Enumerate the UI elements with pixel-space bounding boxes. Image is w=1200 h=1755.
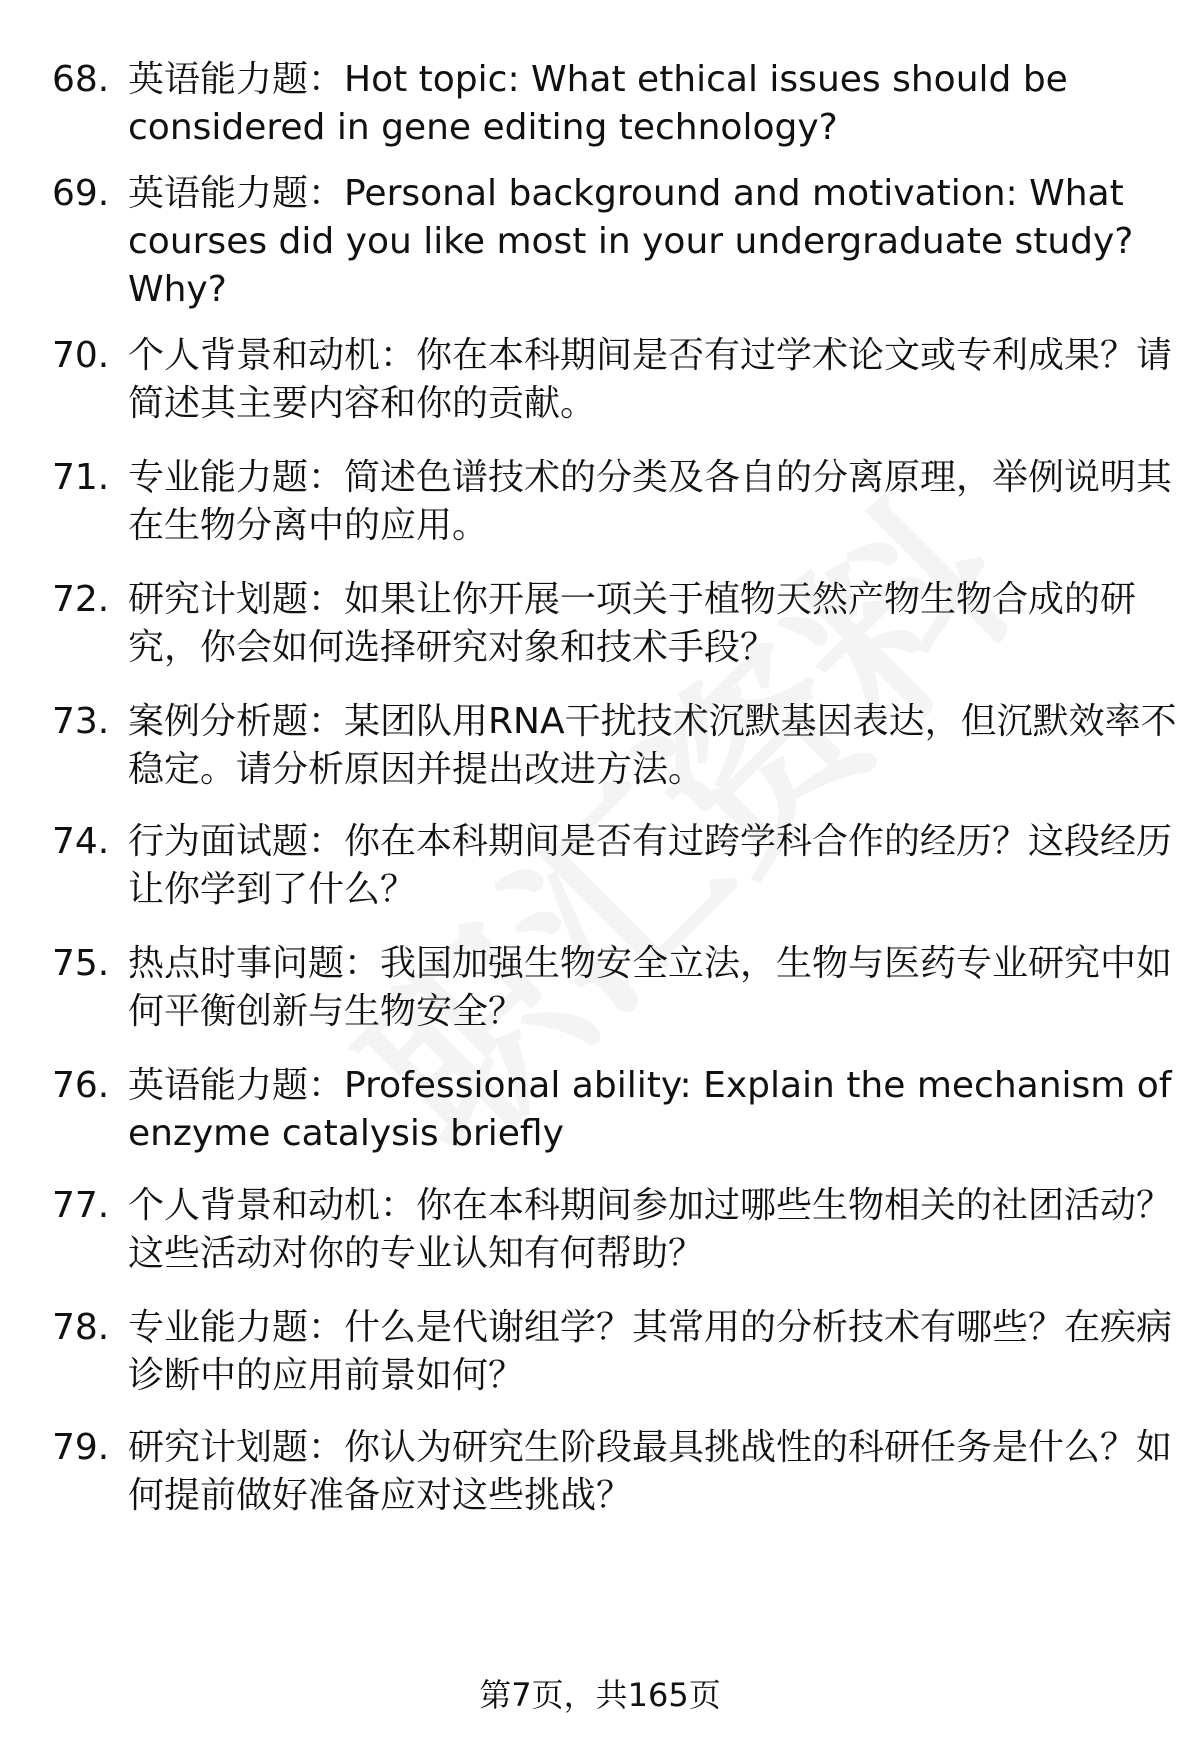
question-number: 78. [52, 1307, 110, 1348]
question-68 [52, 56, 1152, 152]
question-73 [52, 698, 1177, 794]
question-number: 69. [52, 173, 110, 214]
question-71 [52, 454, 1173, 550]
question-74 [52, 818, 1173, 914]
question-text: 个人背景和动机：你在本科期间参加过哪些生物相关的社团活动？这些活动对你的专业认知有何帮助？ [128, 1185, 1173, 1274]
question-text: 专业能力题：什么是代谢组学？其常用的分析技术有哪些？在疾病诊断中的应用前景如何？ [128, 1307, 1173, 1396]
question-number: 73. [52, 701, 110, 742]
question-number: 76. [52, 1065, 110, 1106]
question-text: 热点时事问题：我国加强生物安全立法，生物与医药专业研究中如何平衡创新与生物安全？ [128, 943, 1173, 1032]
question-text: 英语能力题：Hot topic: What ethical issues should be considered in gene editing technology? [128, 59, 1068, 148]
question-text: 行为面试题：你在本科期间是否有过跨学科合作的经历？这段经历让你学到了什么？ [128, 821, 1173, 910]
question-72 [52, 576, 1152, 672]
question-76 [52, 1062, 1172, 1158]
question-69 [52, 170, 1152, 314]
question-text: 专业能力题：简述色谱技术的分类及各自的分离原理，举例说明其在生物分离中的应用。 [128, 457, 1173, 546]
question-number: 72. [52, 579, 110, 620]
question-number: 70. [52, 335, 110, 376]
question-number: 75. [52, 943, 110, 984]
question-number: 71. [52, 457, 110, 498]
question-78 [52, 1304, 1173, 1400]
question-text: 研究计划题：如果让你开展一项关于植物天然产物生物合成的研究，你会如何选择研究对象和技术手段？ [128, 579, 1137, 668]
question-text: 案例分析题：某团队用RNA干扰技术沉默基因表达，但沉默效率不稳定。请分析原因并提出改进方法。 [128, 701, 1177, 790]
question-text: 英语能力题：Professional ability: Explain the mechanism of enzyme catalysis briefly [128, 1065, 1172, 1154]
question-text: 个人背景和动机：你在本科期间是否有过学术论文或专利成果？请简述其主要内容和你的贡献。 [128, 335, 1173, 424]
page-footer: 第7页，共165页 [479, 1676, 721, 1714]
question-70 [52, 332, 1173, 428]
question-number: 77. [52, 1185, 110, 1226]
question-75 [52, 940, 1173, 1036]
question-text: 研究计划题：你认为研究生阶段最具挑战性的科研任务是什么？如何提前做好准备应对这些挑战？ [128, 1427, 1173, 1516]
question-79 [52, 1424, 1173, 1520]
question-text: 英语能力题：Personal background and motivation: What courses did you like most in your undergraduate study? Why? [128, 173, 1134, 310]
question-number: 74. [52, 821, 110, 862]
question-number: 79. [52, 1427, 110, 1468]
question-number: 68. [52, 59, 110, 100]
question-77 [52, 1182, 1173, 1278]
